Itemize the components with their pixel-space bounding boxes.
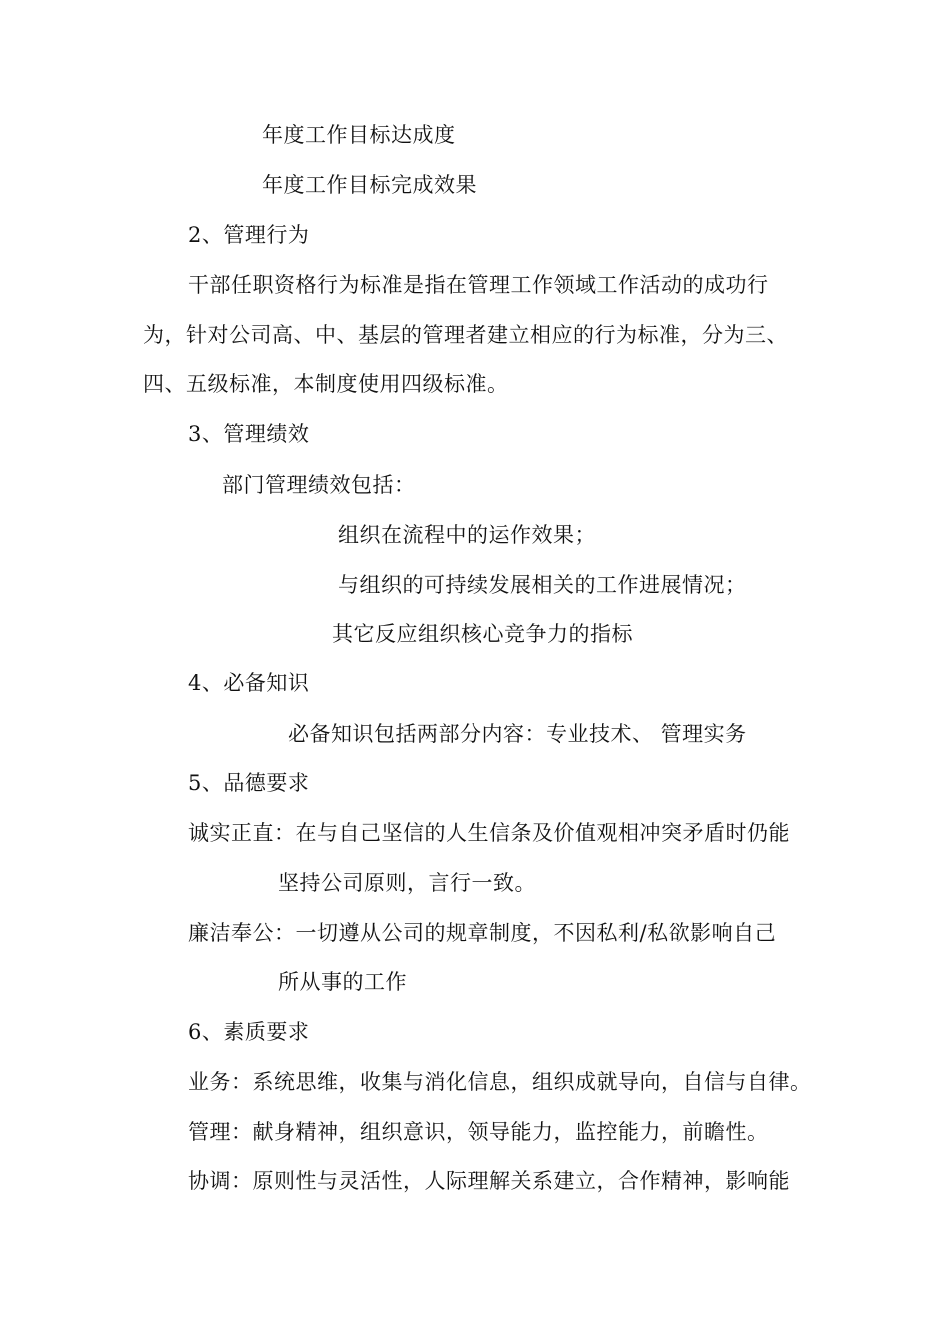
text-line: 年度工作目标完成效果 (262, 173, 477, 197)
text-line: 诚实正直：在与自己坚信的人生信条及价值观相冲突矛盾时仍能 (188, 821, 790, 845)
text-line: 年度工作目标达成度 (262, 123, 456, 147)
section-heading: 2、管理行为 (188, 223, 310, 247)
text-line: 坚持公司原则，言行一致。 (278, 871, 536, 895)
text-line: 业务：系统思维，收集与消化信息，组织成就导向，自信与自律。 (188, 1070, 812, 1094)
section-heading: 5、品德要求 (188, 771, 310, 795)
text-line: 为，针对公司高、中、基层的管理者建立相应的行为标准，分为三、 (143, 323, 788, 347)
text-line: 与组织的可持续发展相关的工作进展情况； (338, 573, 747, 597)
text-line: 部门管理绩效包括： (222, 473, 416, 497)
text-line: 干部任职资格行为标准是指在管理工作领域工作活动的成功行 (188, 273, 769, 297)
text-line: 协调：原则性与灵活性，人际理解关系建立，合作精神，影响能 (188, 1169, 790, 1193)
text-line: 所从事的工作 (278, 970, 407, 994)
text-line: 管理：献身精神，组织意识，领导能力，监控能力，前瞻性。 (188, 1120, 769, 1144)
text-line: 廉洁奉公：一切遵从公司的规章制度，不因私利/私欲影响自己 (188, 921, 777, 945)
text-line: 四、五级标准，本制度使用四级标准。 (143, 372, 509, 396)
text-line: 组织在流程中的运作效果； (338, 523, 596, 547)
section-heading: 4、必备知识 (188, 671, 310, 695)
text-line: 必备知识包括两部分内容：专业技术、 管理实务 (288, 722, 747, 746)
section-heading: 6、素质要求 (188, 1020, 310, 1044)
text-line: 其它反应组织核心竞争力的指标 (332, 622, 633, 646)
section-heading: 3、管理绩效 (188, 422, 310, 446)
